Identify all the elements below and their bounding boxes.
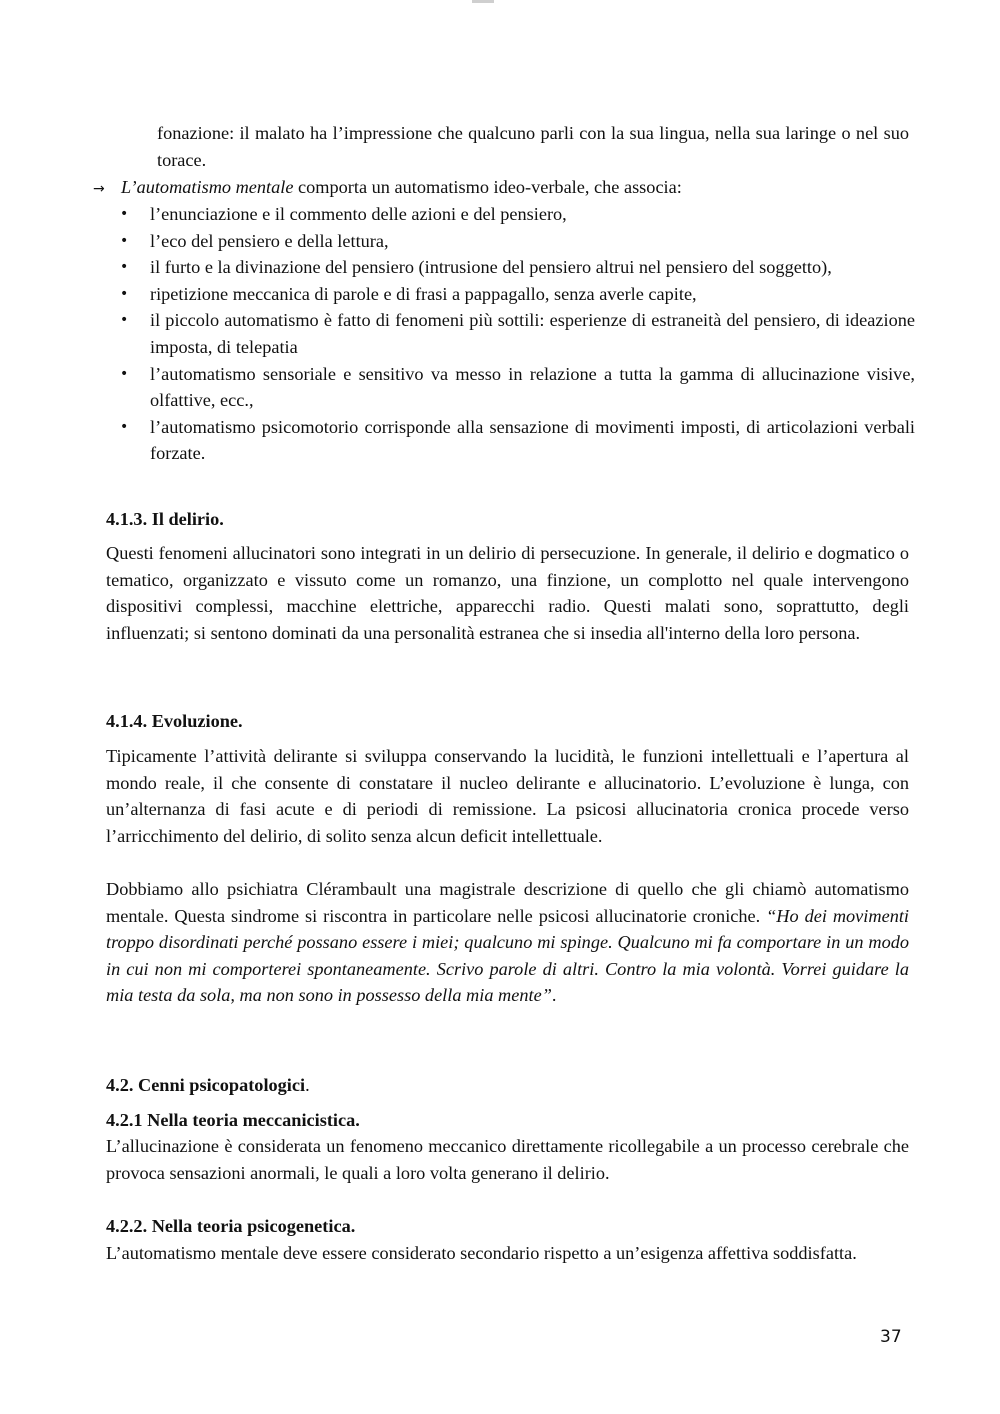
list-item: • l’automatismo psicomotorio corrisponde alla sensazione di movimenti imposti, di articolazioni verbali forzate.: [115, 414, 915, 467]
header-mark: [472, 0, 494, 3]
list-item: • ripetizione meccanica di parole e di frasi a pappagallo, senza averle capite,: [115, 281, 915, 308]
bullet-icon: •: [120, 232, 129, 249]
paragraph-delirio: Questi fenomeni allucinatori sono integrati in un delirio di persecuzione. In generale, il delirio e dogmatico o tematico, organizzato e vissuto come un romanzo, una finzione, un complotto nel quale intervengono dispositivi complessi, macchine elettriche, apparecchi radio. Questi malati sono, soprattutto, degli influenzati; si sentono dominati da una personalità estranea che si insedia all'interno della loro persona.: [106, 543, 909, 643]
bullet-icon: •: [120, 365, 129, 382]
page-number: 37: [880, 1327, 902, 1347]
arrow-item-text: comporta un automatismo ideo-verbale, che associa:: [293, 177, 682, 197]
bullet-icon: •: [120, 418, 129, 435]
arrow-item-italic: L’automatismo mentale: [121, 177, 294, 197]
list-item: • l’automatismo sensoriale e sensitivo va messo in relazione a tutta la gamma di allucinazione visive, olfattive, ecc.,: [115, 361, 915, 414]
paragraph-clerambault: Dobbiamo allo psichiatra Clérambault una magistrale descrizione di quello che gli chiamò automatismo mentale. Questa sindrome si riscontra in particolare nelle psicosi allucinatorie croniche. “Ho dei movimenti troppo disordinati perché possano essere i miei; qualcuno mi spinge. Qualcuno mi fa comportare in un modo in cui non mi comporterei spontaneamente. Scrivo parole di altri. Contro la mia volontà. Vorrei guidare la mia testa da sola, ma non sono in possesso della mia mente”.: [106, 879, 909, 1006]
list-item: • il piccolo automatismo è fatto di fenomeni più sottili: esperienze di estraneità del pensiero, di ideazione imposta, di telepatia: [115, 307, 915, 360]
bullet-icon: •: [120, 206, 129, 222]
right-arrow-icon: →: [93, 181, 105, 197]
section-heading-4-2-1: 4.2.1 Nella teoria meccanicistica.: [106, 1110, 360, 1130]
list-item: • l’enunciazione e il commento delle azioni e del pensiero,: [115, 201, 915, 228]
section-heading-4-1-4: 4.1.4. Evoluzione.: [106, 711, 243, 731]
section-heading-4-2-2: 4.2.2. Nella teoria psicogenetica.: [106, 1216, 356, 1236]
section-heading-4-2: 4.2. Cenni psicopatologici.: [106, 1075, 310, 1095]
bullet-icon: •: [120, 285, 129, 302]
bullet-list: [115, 201, 915, 467]
list-item: • il furto e la divinazione del pensiero (intrusione del pensiero altrui nel pensiero del soggetto),: [115, 254, 915, 281]
bullet-icon: •: [120, 312, 129, 329]
continuation-paragraph: fonazione: il malato ha l’impressione che qualcuno parli con la sua lingua, nella sua laringe o nel suo torace.: [157, 123, 909, 170]
bullet-icon: •: [120, 259, 129, 276]
arrow-list-item: [93, 174, 913, 203]
patient-quote: “Ho dei movimenti troppo disordinati perché possano essere i miei; qualcuno mi spinge. Qualcuno mi fa comportare in un modo in cui non mi comporterei spontaneamente. Scrivo parole di altri. Contro la mia volontà. Vorrei guidare la mia testa da sola, ma non sono in possesso della mia mente”: [106, 905, 909, 1006]
section-heading-4-1-3: 4.1.3. Il delirio.: [106, 509, 224, 529]
list-item: • l’eco del pensiero e della lettura,: [115, 228, 915, 255]
paragraph-meccanicistica: L’allucinazione è considerata un fenomeno meccanico direttamente ricollegabile a un processo cerebrale che provoca sensazioni anormali, le quali a loro volta generano il delirio.: [106, 1136, 909, 1183]
paragraph-psicogenetica: L’automatismo mentale deve essere considerato secondario rispetto a un’esigenza affettiva soddisfatta.: [106, 1243, 857, 1263]
paragraph-evoluzione: Tipicamente l’attività delirante si sviluppa conservando la lucidità, le funzioni intellettuali e l’apertura al mondo reale, il che consente di constatare il nucleo delirante e allucinatorio. L’evoluzione è lunga, con un’alternanza di fasi acute e di periodi di remissione. La psicosi allucinatoria cronica procede verso l’arricchimento del delirio, di solito senza alcun deficit intellettuale.: [106, 746, 909, 846]
